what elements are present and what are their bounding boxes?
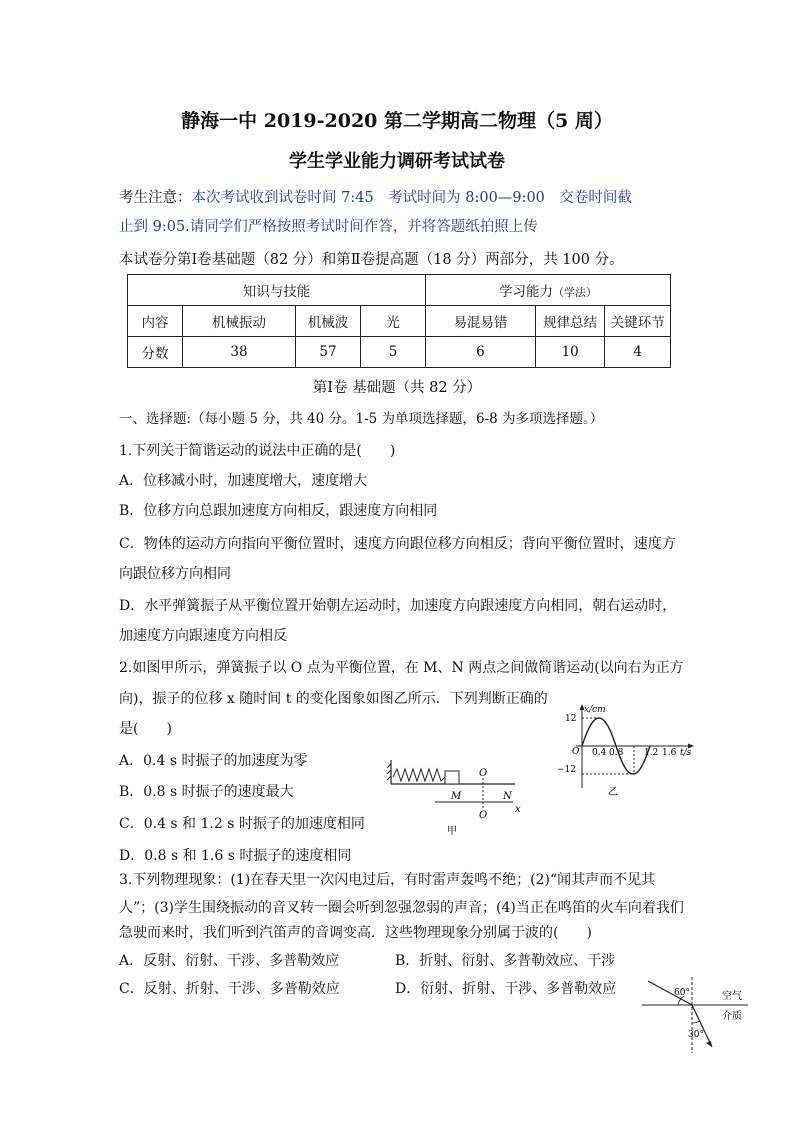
- score-wave: 57: [296, 337, 361, 368]
- row-label-score: 分数: [128, 337, 183, 368]
- y-axis-label: x/cm: [584, 705, 606, 715]
- q1-option-c-line2: 向跟位移方向相同: [119, 566, 231, 582]
- label-m: M: [451, 791, 462, 802]
- origin-label: O: [572, 747, 580, 757]
- q3-option-c: C．反射、折射、干涉、多普勒效应: [119, 981, 340, 997]
- notice-line-2: 止到 9:05.请同学们严格按照考试时间作答，并将答题纸拍照上传: [119, 219, 538, 235]
- refraction-figure: [640, 975, 750, 1055]
- t-tick-04: 0.4: [592, 748, 607, 758]
- col-light: 光: [361, 306, 426, 337]
- spring-oscillator-figure: [385, 750, 530, 840]
- col-summary: 规律总结: [535, 306, 605, 337]
- t-axis-label: t/s: [680, 748, 692, 758]
- notice-lead: 考生注意：: [119, 190, 192, 206]
- q2-option-a: A．0.4 s 时振子的加速度为零: [119, 753, 308, 769]
- page-subtitle: 学生学业能力调研考试试卷: [289, 151, 505, 172]
- notice-text-1: 本次考试收到试卷时间 7:45 考试时间为 8:00—9:00 交卷时间截: [191, 190, 632, 206]
- label-medium: 介质: [722, 1011, 742, 1022]
- q2-stem-line1: 2.如图甲所示，弹簧振子以 O 点为平衡位置，在 M、N 两点之间做简谐运动(以向右为正方: [119, 660, 684, 676]
- label-x-axis: x: [515, 804, 521, 815]
- q3-option-a: A．反射、衍射、干涉、多普勒效应: [119, 953, 340, 969]
- col-key: 关键环节: [605, 306, 671, 337]
- y-tick-12: 12: [565, 714, 577, 724]
- score-vibration: 38: [183, 337, 296, 368]
- label-o-bottom: O: [479, 810, 488, 821]
- score-confusing: 6: [426, 337, 536, 368]
- exam-intro: 本试卷分第Ⅰ卷基础题（82 分）和第Ⅱ卷提高题（18 分）两部分，共 100 分。: [119, 252, 624, 268]
- col-wave: 机械波: [296, 306, 361, 337]
- group-knowledge: 知识与技能: [128, 275, 426, 306]
- q1-stem: 1.下列关于简谐运动的说法中正确的是( ): [119, 443, 396, 459]
- q1-option-d-line1: D．水平弹簧振子从平衡位置开始朝左运动时，加速度方向跟速度方向相同，朝右运动时，: [119, 598, 677, 614]
- q2-stem-line3: 是( ): [119, 721, 172, 737]
- score-light: 5: [361, 337, 426, 368]
- t-tick-16: 1.6: [662, 748, 677, 758]
- t-tick-08: 0.8: [609, 748, 624, 758]
- col-confusing: 易混易错: [426, 306, 536, 337]
- t-tick-12: 1.2: [644, 748, 659, 758]
- y-tick-minus12: −12: [557, 765, 576, 775]
- q2-stem-line2: 向)，振子的位移 x 随时间 t 的变化图象如图乙所示．下列判断正确的: [119, 691, 548, 707]
- label-air: 空气: [722, 991, 742, 1002]
- q2-option-b: B．0.8 s 时振子的速度最大: [119, 784, 294, 800]
- score-table: [127, 274, 671, 368]
- group-ability-note: （学法）: [553, 286, 597, 299]
- q3-option-b: B．折射、衍射、多普勒效应、干涉: [395, 953, 616, 969]
- notice-line-1: [119, 186, 632, 207]
- group-ability: [426, 275, 671, 306]
- q2-option-d: D．0.8 s 和 1.6 s 时振子的速度相同: [119, 848, 352, 864]
- part1-heading: 一、选择题:（每小题 5 分，共 40 分。1-5 为单项选择题，6-8 为多项选择题。）: [119, 411, 604, 427]
- score-summary: 10: [535, 337, 605, 368]
- label-o-top: O: [479, 768, 488, 779]
- q1-option-c-line1: C．物体的运动方向指向平衡位置时，速度方向跟位移方向相反；背向平衡位置时，速度方: [119, 536, 676, 552]
- q1-option-a: A．位移减小时，加速度增大，速度增大: [119, 473, 368, 489]
- section-title: 第Ⅰ卷 基础题（共 82 分）: [312, 380, 482, 396]
- group-ability-label: 学习能力: [499, 284, 553, 300]
- caption-jia: 甲: [447, 826, 457, 837]
- q2-option-c: C．0.4 s 和 1.2 s 时振子的加速度相同: [119, 816, 365, 832]
- col-vibration: 机械振动: [183, 306, 296, 337]
- angle-30: 30°: [688, 1030, 704, 1040]
- page-title: 静海一中 2019-2020 第二学期高二物理（5 周）: [181, 110, 613, 132]
- label-n: N: [503, 791, 512, 802]
- q3-stem-line2: 人”；(3)学生围绕振动的音叉转一圈会听到忽强忽弱的声音；(4)当正在鸣笛的火车向着我们: [119, 900, 684, 916]
- row-label-content: 内容: [128, 306, 183, 337]
- q3-option-d: D．衍射、折射、干涉、多普勒效应: [395, 981, 617, 997]
- q3-stem-line3: 急驶而来时，我们听到汽笛声的音调变高．这些物理现象分别属于波的( ): [119, 925, 592, 941]
- displacement-time-graph: [552, 702, 697, 797]
- caption-yi: 乙: [608, 787, 618, 797]
- q1-option-b: B．位移方向总跟加速度方向相反，跟速度方向相同: [119, 503, 438, 519]
- score-key: 4: [605, 337, 671, 368]
- q1-option-d-line2: 加速度方向跟速度方向相反: [119, 628, 287, 644]
- q3-stem-line1: 3.下列物理现象：(1)在春天里一次闪电过后，有时雷声轰鸣不绝；(2)“闻其声而不见其: [119, 872, 656, 888]
- angle-60: 60°: [674, 988, 690, 998]
